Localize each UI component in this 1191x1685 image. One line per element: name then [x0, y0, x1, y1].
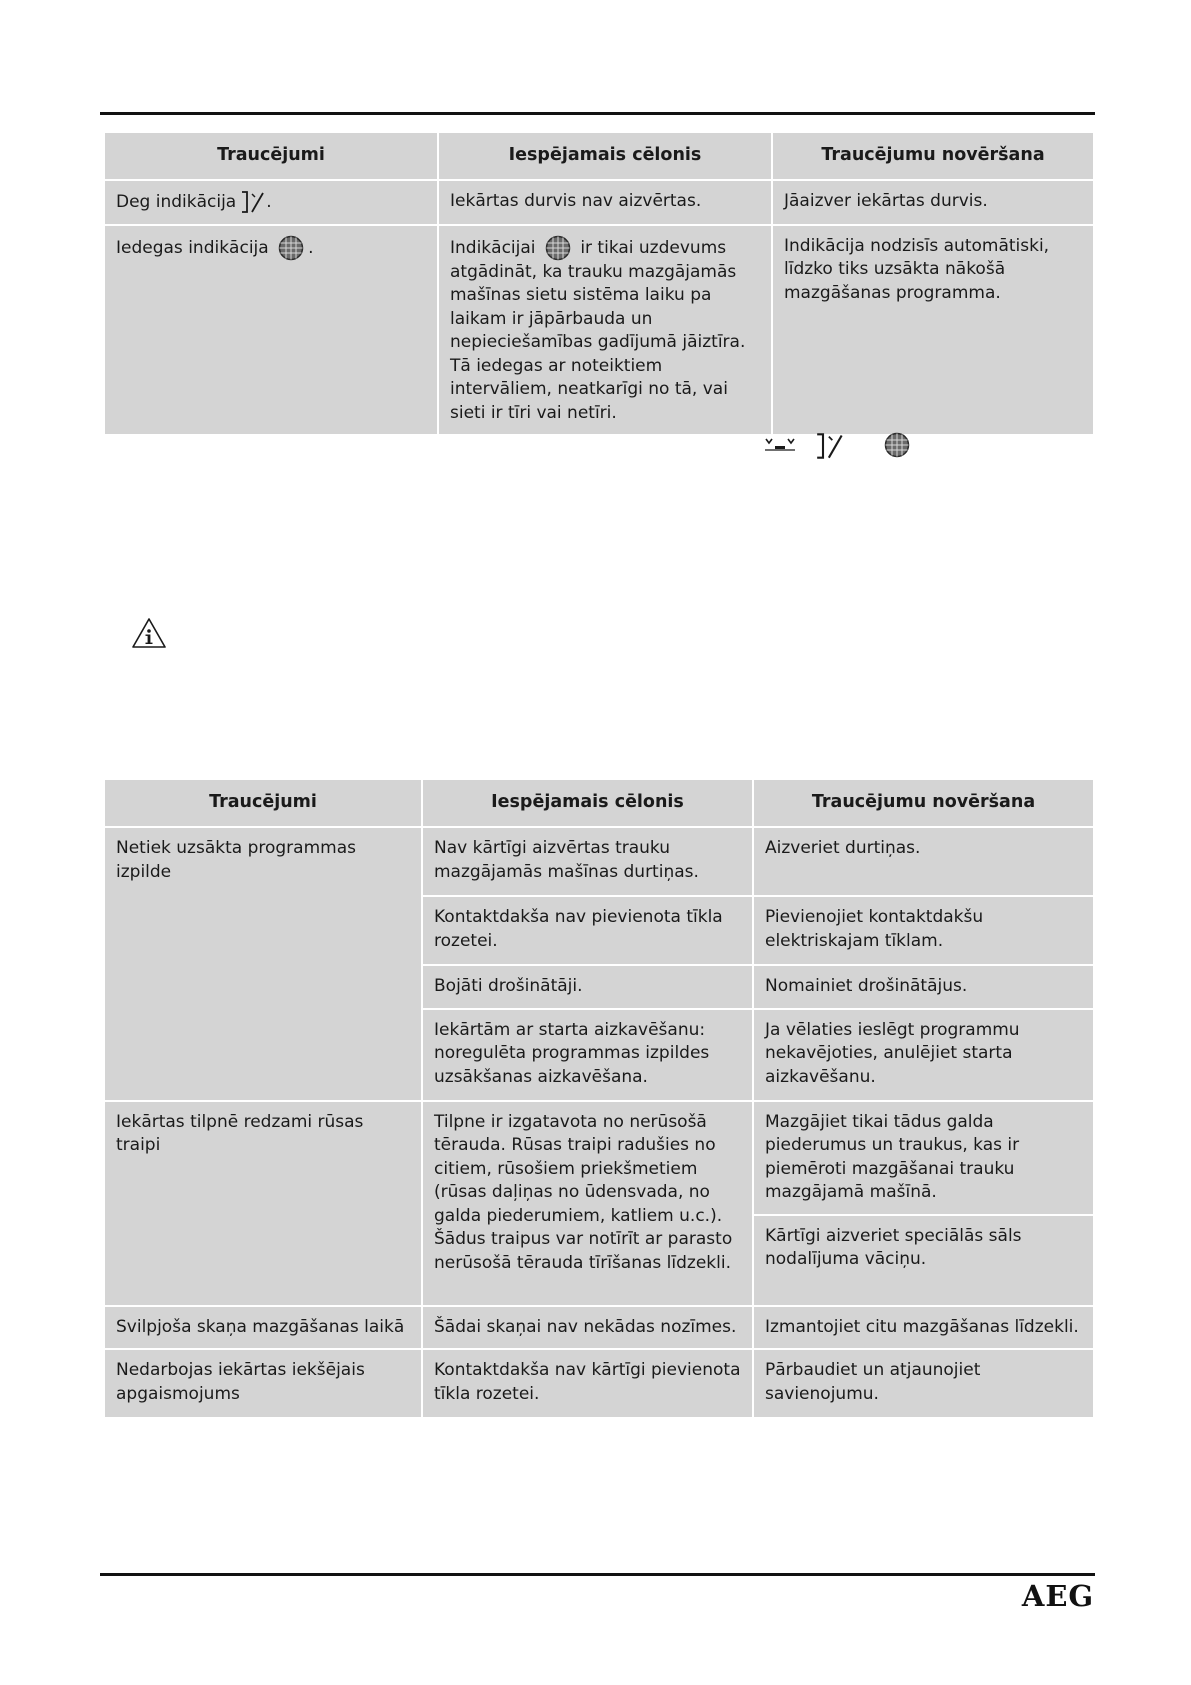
logo-text: AEG — [1021, 1579, 1095, 1613]
remedy-cell: Jāaizver iekārtas durvis. — [772, 180, 1094, 225]
remedy-cell: Nomainiet drošinātājus. — [753, 965, 1094, 1009]
top-rule — [100, 112, 1095, 115]
table-row — [104, 180, 1094, 225]
cause-cell — [438, 225, 772, 436]
column-header-cause: Iespējamais cēlonis — [438, 132, 772, 180]
column-header-remedy: Traucējumu novēršana — [753, 779, 1094, 827]
table-row — [104, 1349, 1094, 1418]
table-row — [104, 1101, 1094, 1215]
remedy-cell: Aizveriet durtiņas. — [753, 827, 1094, 896]
problem-cell: Nedarbojas iekārtas iekšējais apgaismojums — [104, 1349, 422, 1418]
cause-cell: Iekārtas durvis nav aizvērtas. — [438, 180, 772, 225]
problem-cell: Iekārtas tilpnē redzami rūsas traipi — [104, 1101, 422, 1306]
problem-suffix: . — [266, 192, 272, 212]
remedy-cell: Izmantojiet citu mazgāšanas līdzekli. — [753, 1306, 1094, 1350]
remedy-cell: Mazgājiet tikai tādus galda piederumus un traukus, kas ir piemēroti mazgāšanai trauku mazgājamā mašīnā. — [753, 1101, 1094, 1215]
column-header-problem: Traucējumi — [104, 132, 438, 180]
cause-cell: Tilpne ir izgatavota no nerūsošā tērauda. Rūsas traipi radušies no citiem, rūsošiem priekšmetiem (rūsas daļiņas no ūdensvada, no galda piederumiem, katliem u.c.). Šādus traipus var notīrīt ar parasto nerūsošā tērauda tīrīšanas līdzekli. — [422, 1101, 753, 1306]
cause-cell: Nav kārtīgi aizvērtas trauku mazgājamās mašīnas durtiņas. — [422, 827, 753, 896]
info-icon — [131, 617, 167, 649]
troubleshooting-table-general — [103, 778, 1095, 1419]
filter-check-icon — [884, 432, 910, 458]
cause-text-before: Indikācijai — [450, 237, 536, 258]
remedy-cell: Ja vēlaties ieslēgt programmu nekavējoties, anulējiet starta aizkavēšanu. — [753, 1009, 1094, 1101]
cause-cell: Šādai skaņai nav nekādas nozīmes. — [422, 1306, 753, 1350]
remedy-cell: Indikācija nodzisīs automātiski, līdzko tiks uzsākta nākošā mazgāšanas programma. — [772, 225, 1094, 436]
table-row — [104, 827, 1094, 896]
cause-cell: Iekārtām ar starta aizkavēšanu: noregulēta programmas izpildes uzsākšanas aizkavēšana. — [422, 1009, 753, 1101]
problem-text: Deg indikācija — [116, 192, 237, 212]
remedy-cell: Pārbaudiet un atjaunojiet savienojumu. — [753, 1349, 1094, 1418]
cause-cell: Bojāti drošinātāji. — [422, 965, 753, 1009]
filter-check-icon — [545, 235, 571, 261]
cause-cell: Kontaktdakša nav pievienota tīkla rozetei. — [422, 896, 753, 965]
problem-cell: Svilpjoša skaņa mazgāšanas laikā — [104, 1306, 422, 1350]
column-header-cause: Iespējamais cēlonis — [422, 779, 753, 827]
problem-cell: Netiek uzsākta programmas izpilde — [104, 827, 422, 1101]
problem-suffix: . — [308, 237, 314, 258]
problem-cell — [104, 180, 438, 225]
salt-indicator-icon — [764, 436, 796, 456]
troubleshooting-table-indicators — [103, 131, 1095, 436]
door-open-indicator-icon — [240, 190, 266, 214]
column-header-problem: Traucējumi — [104, 779, 422, 827]
table-row — [104, 1306, 1094, 1350]
table-row — [104, 225, 1094, 436]
table-header-row — [104, 779, 1094, 827]
filter-check-icon — [278, 235, 304, 261]
problem-text: Iedegas indikācija — [116, 237, 269, 258]
table-header-row — [104, 132, 1094, 180]
aeg-logo — [1020, 1578, 1096, 1614]
door-open-indicator-icon — [814, 432, 846, 460]
cause-text-after: ir tikai uzdevums atgādināt, ka trauku mazgājamās mašīnas sietu sistēma laiku pa laikam ir jāpārbauda un nepieciešamības gadījumā jāiztīra. Tā iedegas ar noteiktiem intervāliem, neatkarīgi no tā, vai sieti ir tīri vai netīri. — [450, 237, 746, 423]
indicator-icons-row — [764, 428, 964, 462]
remedy-cell: Kārtīgi aizveriet speciālās sāls nodalījuma vāciņu. — [753, 1215, 1094, 1306]
cause-cell: Kontaktdakša nav kārtīgi pievienota tīkla rozetei. — [422, 1349, 753, 1418]
problem-cell — [104, 225, 438, 436]
column-header-remedy: Traucējumu novēršana — [772, 132, 1094, 180]
remedy-cell: Pievienojiet kontaktdakšu elektriskajam tīklam. — [753, 896, 1094, 965]
bottom-rule — [100, 1573, 1095, 1576]
